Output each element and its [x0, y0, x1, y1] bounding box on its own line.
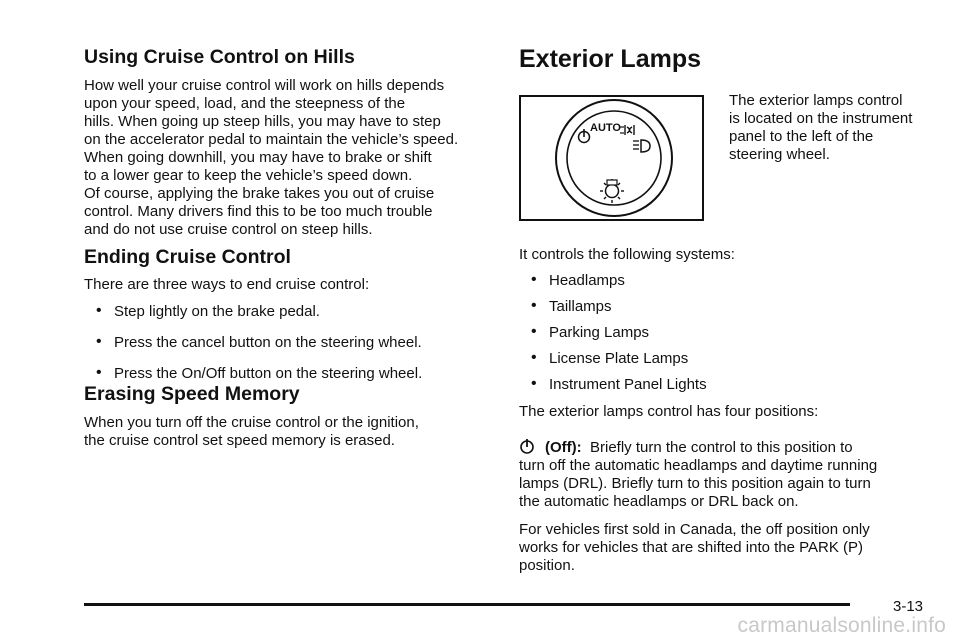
off-symbol-icon	[579, 129, 590, 143]
ending-heading: Ending Cruise Control	[84, 246, 291, 268]
off-line: lamps (DRL). Briefly turn to this position again to turn	[519, 475, 871, 492]
lamp-control-figure	[519, 95, 704, 221]
hills-line: hills. When going up steep hills, you may have to step	[84, 113, 441, 130]
ending-list	[84, 303, 496, 383]
hills-line: control. Many drivers find this to be too much trouble	[84, 203, 433, 220]
erasing-line: When you turn off the cruise control or the ignition,	[84, 414, 419, 431]
hills-line: and do not use cruise control on steep hills.	[84, 221, 373, 238]
hills-paragraph	[84, 77, 504, 239]
caption-line: is located on the instrument	[729, 110, 913, 127]
off-first-line	[519, 438, 939, 457]
list-item: • Step lightly on the brake pedal.	[84, 303, 496, 321]
watermark: carmanualsonline.info	[737, 614, 946, 637]
page-number: 3-13	[893, 598, 924, 615]
list-item: • Instrument Panel Lights	[519, 376, 939, 394]
dome-light-icon	[600, 179, 624, 203]
caption-line: panel to the left of the	[729, 128, 874, 145]
canada-paragraph	[519, 521, 939, 575]
off-line: turn off the automatic headlamps and daytime running	[519, 457, 878, 474]
hills-line: When going downhill, you may have to brake or shift	[84, 149, 432, 166]
exterior-lamps-heading: Exterior Lamps	[519, 45, 702, 73]
canada-line: For vehicles first sold in Canada, the off position only	[519, 521, 870, 538]
figure-caption	[729, 92, 939, 164]
off-line: the automatic headlamps or DRL back on.	[519, 493, 799, 510]
hills-line: How well your cruise control will work on hills depends	[84, 77, 445, 94]
off-position-icon	[519, 438, 535, 454]
canada-line: position.	[519, 557, 575, 574]
hills-line: on the accelerator pedal to maintain the vehicle’s speed.	[84, 131, 459, 148]
list-item: • License Plate Lamps	[519, 350, 939, 368]
caption-line: The exterior lamps control	[729, 92, 903, 109]
hills-line: Of course, applying the brake takes you out of cruise	[84, 185, 435, 202]
systems-list	[519, 272, 939, 394]
hills-line: to a lower gear to keep the vehicle’s speed down.	[84, 167, 413, 184]
erasing-line: the cruise control set speed memory is erased.	[84, 432, 395, 449]
headlamp-icon	[633, 140, 650, 152]
list-item: • Press the On/Off button on the steering wheel.	[84, 365, 496, 383]
positions-intro: The exterior lamps control has four positions:	[519, 403, 819, 420]
hills-line: upon your speed, load, and the steepness of the	[84, 95, 406, 112]
list-item: • Taillamps	[519, 298, 939, 316]
off-first-text: Briefly turn the control to this position to	[590, 439, 853, 456]
list-item: • Headlamps	[519, 272, 939, 290]
controls-intro: It controls the following systems:	[519, 246, 735, 263]
caption-line: steering wheel.	[729, 146, 830, 163]
footer-rule	[84, 603, 850, 606]
list-item: • Press the cancel button on the steering wheel.	[84, 334, 496, 352]
canada-line: works for vehicles that are shifted into the PARK (P)	[519, 539, 864, 556]
erasing-paragraph	[84, 414, 496, 450]
erasing-heading: Erasing Speed Memory	[84, 383, 300, 405]
list-item: • Parking Lamps	[519, 324, 939, 342]
auto-label: AUTO	[590, 122, 621, 134]
off-label: (Off):	[545, 439, 582, 456]
off-position-paragraph	[519, 438, 939, 511]
parking-lamp-icon	[620, 125, 634, 135]
hills-heading: Using Cruise Control on Hills	[84, 46, 355, 68]
ending-intro: There are three ways to end cruise control:	[84, 276, 370, 293]
lamp-control-dial-icon	[521, 97, 702, 219]
